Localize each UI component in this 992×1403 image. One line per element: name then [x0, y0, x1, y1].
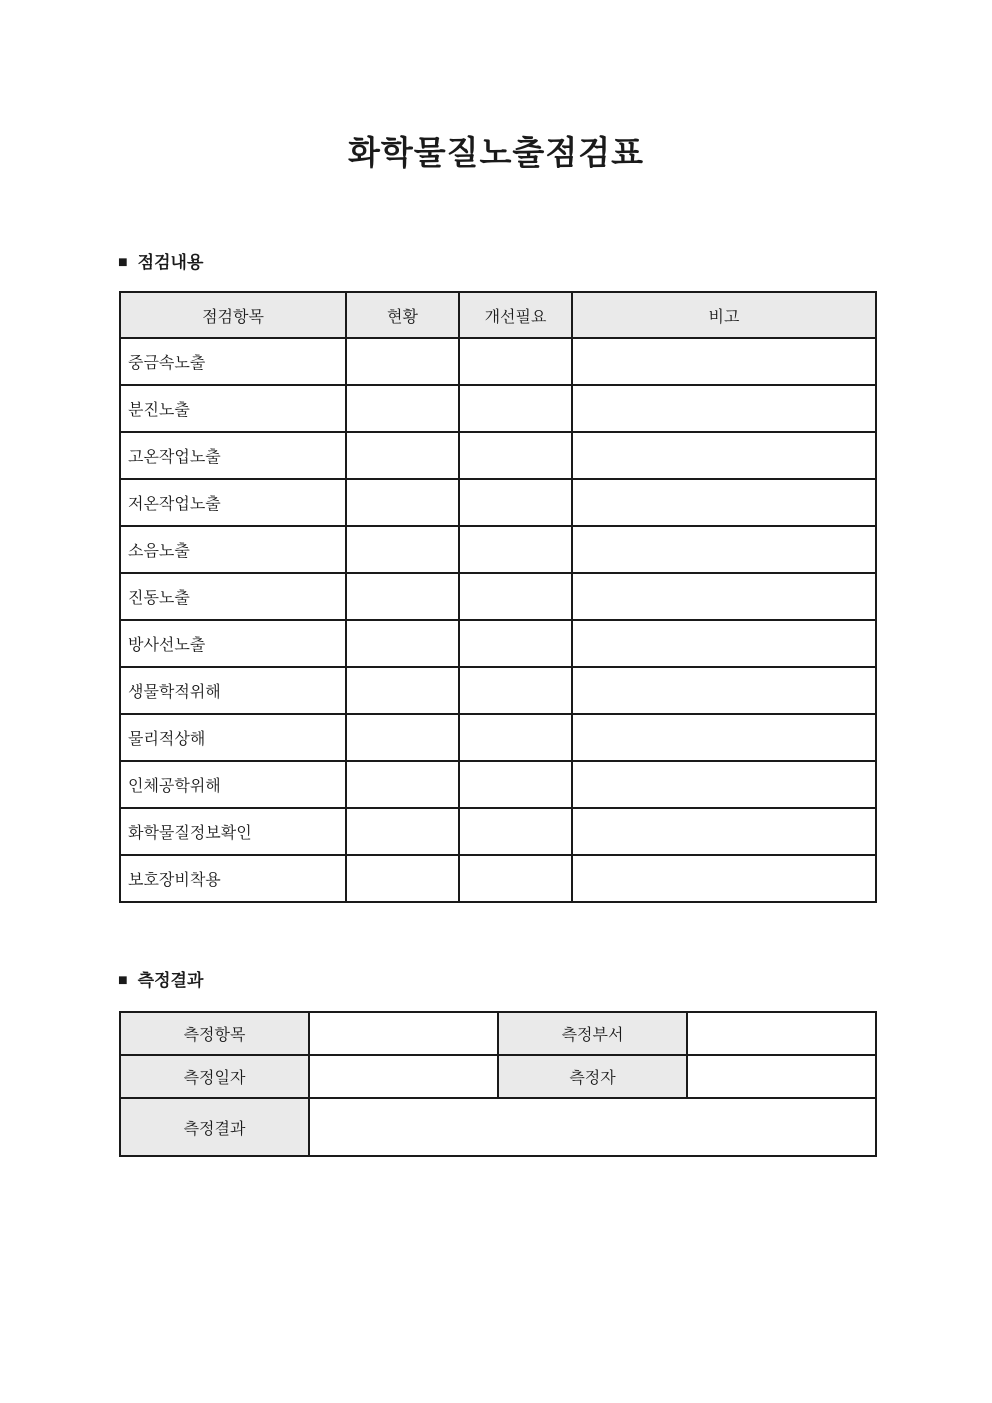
remarks-input-cell[interactable]: [572, 526, 876, 573]
column-header-item: 점검항목: [120, 292, 346, 338]
inspection-item-label: 저온작업노출: [120, 479, 346, 526]
measurement-result-input-cell[interactable]: [309, 1098, 876, 1156]
table-row: [120, 338, 876, 385]
table-row: [120, 761, 876, 808]
table-row: [120, 1055, 876, 1098]
status-input-cell[interactable]: [346, 667, 459, 714]
inspection-header-row: [120, 292, 876, 338]
inspection-item-label: 생물학적위해: [120, 667, 346, 714]
status-input-cell[interactable]: [346, 338, 459, 385]
improvement-input-cell[interactable]: [459, 667, 572, 714]
inspection-table: [119, 291, 877, 903]
status-input-cell[interactable]: [346, 479, 459, 526]
table-row: [120, 526, 876, 573]
inspection-item-label: 방사선노출: [120, 620, 346, 667]
improvement-input-cell[interactable]: [459, 808, 572, 855]
status-input-cell[interactable]: [346, 855, 459, 902]
table-row: [120, 808, 876, 855]
measurement-heading-label: 측정결과: [137, 971, 204, 990]
table-row: [120, 1098, 876, 1156]
remarks-input-cell[interactable]: [572, 667, 876, 714]
remarks-input-cell[interactable]: [572, 808, 876, 855]
measurement-result-label: 측정결과: [120, 1098, 309, 1156]
status-input-cell[interactable]: [346, 761, 459, 808]
table-row: [120, 432, 876, 479]
table-row: [120, 385, 876, 432]
status-input-cell[interactable]: [346, 714, 459, 761]
table-row: [120, 1012, 876, 1055]
document-title: 화학물질노출점검표: [348, 134, 644, 171]
improvement-input-cell[interactable]: [459, 526, 572, 573]
table-row: [120, 855, 876, 902]
remarks-input-cell[interactable]: [572, 855, 876, 902]
inspection-item-label: 중금속노출: [120, 338, 346, 385]
table-row: [120, 479, 876, 526]
square-bullet-icon: ■: [118, 972, 128, 989]
inspection-item-label: 인체공학위해: [120, 761, 346, 808]
inspection-item-label: 보호장비착용: [120, 855, 346, 902]
improvement-input-cell[interactable]: [459, 620, 572, 667]
measurement-item-input-cell[interactable]: [309, 1012, 498, 1055]
status-input-cell[interactable]: [346, 432, 459, 479]
inspection-item-label: 고온작업노출: [120, 432, 346, 479]
inspection-heading-label: 점검내용: [137, 253, 204, 272]
status-input-cell[interactable]: [346, 385, 459, 432]
measurement-department-input-cell[interactable]: [687, 1012, 876, 1055]
improvement-input-cell[interactable]: [459, 479, 572, 526]
measurement-section-heading: [118, 969, 203, 993]
table-row: [120, 667, 876, 714]
column-header-remarks: 비고: [572, 292, 876, 338]
inspection-item-label: 진동노출: [120, 573, 346, 620]
measurement-date-input-cell[interactable]: [309, 1055, 498, 1098]
status-input-cell[interactable]: [346, 573, 459, 620]
remarks-input-cell[interactable]: [572, 761, 876, 808]
measurement-date-label: 측정일자: [120, 1055, 309, 1098]
remarks-input-cell[interactable]: [572, 385, 876, 432]
inspection-item-label: 화학물질정보확인: [120, 808, 346, 855]
improvement-input-cell[interactable]: [459, 385, 572, 432]
measurement-person-input-cell[interactable]: [687, 1055, 876, 1098]
remarks-input-cell[interactable]: [572, 714, 876, 761]
inspection-item-label: 소음노출: [120, 526, 346, 573]
status-input-cell[interactable]: [346, 808, 459, 855]
table-row: [120, 620, 876, 667]
remarks-input-cell[interactable]: [572, 432, 876, 479]
measurement-department-label: 측정부서: [498, 1012, 687, 1055]
inspection-section-heading: [118, 251, 203, 275]
remarks-input-cell[interactable]: [572, 479, 876, 526]
measurement-table: [119, 1011, 877, 1157]
measurement-item-label: 측정항목: [120, 1012, 309, 1055]
status-input-cell[interactable]: [346, 526, 459, 573]
improvement-input-cell[interactable]: [459, 761, 572, 808]
measurement-person-label: 측정자: [498, 1055, 687, 1098]
improvement-input-cell[interactable]: [459, 714, 572, 761]
improvement-input-cell[interactable]: [459, 855, 572, 902]
status-input-cell[interactable]: [346, 620, 459, 667]
improvement-input-cell[interactable]: [459, 432, 572, 479]
inspection-item-label: 물리적상해: [120, 714, 346, 761]
improvement-input-cell[interactable]: [459, 573, 572, 620]
improvement-input-cell[interactable]: [459, 338, 572, 385]
table-row: [120, 714, 876, 761]
square-bullet-icon: ■: [118, 254, 128, 271]
remarks-input-cell[interactable]: [572, 338, 876, 385]
column-header-improvement: 개선필요: [459, 292, 572, 338]
table-row: [120, 573, 876, 620]
column-header-status: 현황: [346, 292, 459, 338]
inspection-item-label: 분진노출: [120, 385, 346, 432]
remarks-input-cell[interactable]: [572, 620, 876, 667]
remarks-input-cell[interactable]: [572, 573, 876, 620]
